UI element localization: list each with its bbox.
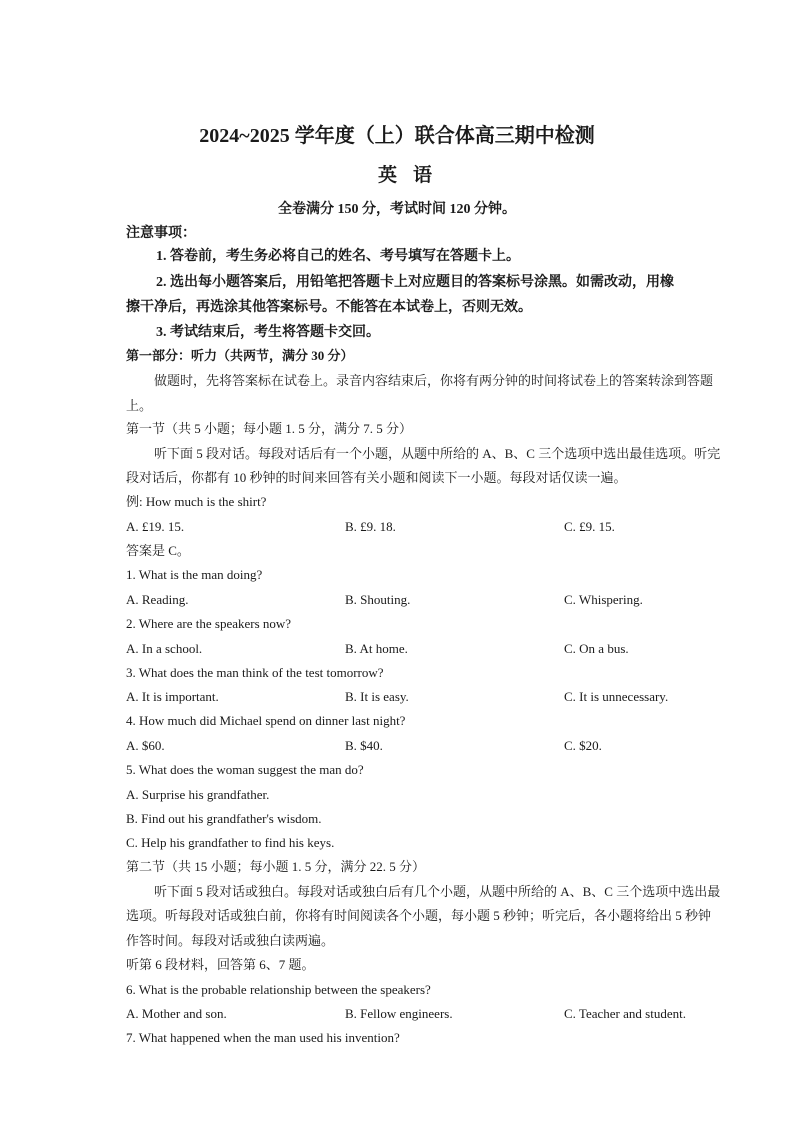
- section1-instructions-cont: 段对话后，你都有 10 秒钟的时间来回答有关小题和阅读下一小题。每段对话仅读一遍。: [126, 470, 627, 485]
- q6-option-c: C. Teacher and student.: [564, 1006, 686, 1021]
- subject-title: 英语: [377, 165, 448, 186]
- section2-instructions-cont2: 作答时间。每段对话或独白读两遍。: [126, 933, 335, 948]
- notice-item-3: 3. 考试结束后，考生将答题卡交回。: [156, 325, 380, 340]
- section2-instructions-cont: 选项。听每段对话或独白前，你将有时间阅读各个小题，每小题 5 秒钟；听完后，各小题将给出 5 秒钟: [126, 908, 712, 923]
- material-6-heading: 听第 6 段材料，回答第 6、7 题。: [126, 957, 315, 972]
- q3-option-c: C. It is unnecessary.: [564, 689, 669, 704]
- q4-option-c: C. $20.: [564, 738, 602, 753]
- q2-option-b: B. At home.: [345, 641, 408, 656]
- notice-item-2: 2. 选出每小题答案后，用铅笔把答题卡上对应题目的答案标号涂黑。如需改动，用橡: [156, 275, 674, 290]
- q5-option-a: A. Surprise his grandfather.: [126, 787, 270, 802]
- q1-option-c: C. Whispering.: [564, 592, 643, 607]
- question-2: 2. Where are the speakers now?: [126, 616, 292, 631]
- example-option-a: A. £19. 15.: [126, 519, 185, 534]
- q3-option-b: B. It is easy.: [345, 689, 409, 704]
- example-question: 例: How much is the shirt?: [126, 494, 267, 509]
- part1-instructions: 做题时，先将答案标在试卷上。录音内容结束后，你将有两分钟的时间将试卷上的答案转涂到答题: [154, 373, 714, 388]
- question-6: 6. What is the probable relationship between the speakers?: [126, 982, 431, 997]
- q1-option-a: A. Reading.: [126, 592, 189, 607]
- part1-heading: 第一部分：听力（共两节，满分 30 分）: [126, 348, 354, 363]
- notice-heading: 注意事项：: [126, 226, 196, 241]
- question-4: 4. How much did Michael spend on dinner last night?: [126, 713, 406, 728]
- example-option-c: C. £9. 15.: [564, 519, 615, 534]
- q1-option-b: B. Shouting.: [345, 592, 411, 607]
- q6-option-a: A. Mother and son.: [126, 1006, 227, 1021]
- q6-option-b: B. Fellow engineers.: [345, 1006, 453, 1021]
- section2-instructions: 听下面 5 段对话或独白。每段对话或独白后有几个小题，从题中所给的 A、B、C 三个选项中选出最: [154, 884, 721, 899]
- q3-option-a: A. It is important.: [126, 689, 219, 704]
- example-option-b: B. £9. 18.: [345, 519, 396, 534]
- question-1: 1. What is the man doing?: [126, 567, 263, 582]
- notice-item-2-cont: 擦干净后，再选涂其他答案标号。不能答在本试卷上，否则无效。: [126, 300, 532, 315]
- q4-option-b: B. $40.: [345, 738, 383, 753]
- score-info: 全卷满分 150 分，考试时间 120 分钟。: [278, 202, 516, 217]
- section2-heading: 第二节（共 15 小题；每小题 1. 5 分，满分 22. 5 分）: [126, 859, 426, 874]
- q5-option-b: B. Find out his grandfather's wisdom.: [126, 811, 322, 826]
- question-7: 7. What happened when the man used his invention?: [126, 1030, 400, 1045]
- exam-title: 2024~2025 学年度（上）联合体高三期中检测: [199, 125, 595, 147]
- question-5: 5. What does the woman suggest the man do?: [126, 762, 364, 777]
- notice-item-1: 1. 答卷前，考生务必将自己的姓名、考号填写在答题卡上。: [156, 249, 520, 264]
- q2-option-a: A. In a school.: [126, 641, 203, 656]
- q2-option-c: C. On a bus.: [564, 641, 629, 656]
- q5-option-c: C. Help his grandfather to find his keys.: [126, 835, 335, 850]
- section1-heading: 第一节（共 5 小题；每小题 1. 5 分，满分 7. 5 分）: [126, 421, 413, 436]
- section1-instructions: 听下面 5 段对话。每段对话后有一个小题，从题中所给的 A、B、C 三个选项中选出最佳选项。听完: [154, 446, 721, 461]
- example-answer: 答案是 C。: [126, 543, 190, 558]
- question-3: 3. What does the man think of the test tomorrow?: [126, 665, 384, 680]
- q4-option-a: A. $60.: [126, 738, 165, 753]
- part1-instructions-cont: 上。: [126, 398, 153, 413]
